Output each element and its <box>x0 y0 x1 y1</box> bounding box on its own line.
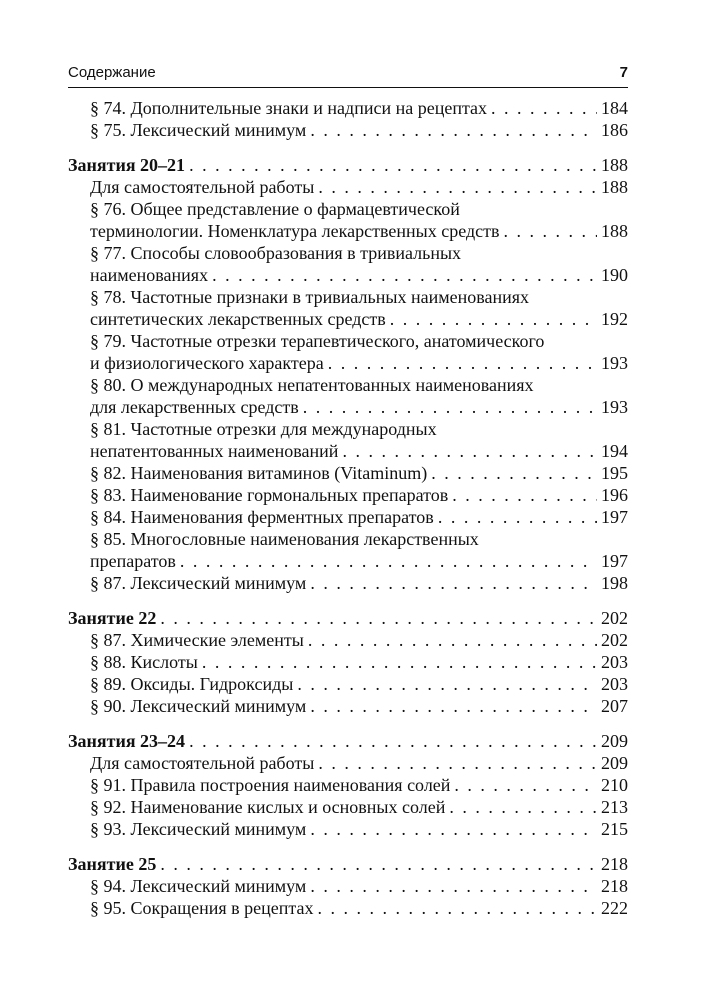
toc-page-number: 197 <box>601 551 628 571</box>
toc-entry <box>68 506 628 528</box>
dot-leader <box>303 396 597 418</box>
toc-section-entry <box>68 730 628 752</box>
dot-leader <box>297 673 597 695</box>
dot-leader <box>431 462 597 484</box>
toc-entry <box>68 440 628 462</box>
toc-page-number: 195 <box>601 463 628 483</box>
dot-leader <box>310 572 597 594</box>
toc-entry-title: § 84. Наименования ферментных препаратов <box>90 507 434 527</box>
dot-leader <box>160 853 597 875</box>
toc-page-number: 188 <box>601 155 628 175</box>
toc-page-number: 218 <box>601 854 628 874</box>
toc-page-number: 196 <box>601 485 628 505</box>
toc-page-number: 209 <box>601 731 628 751</box>
toc-entry-title: § 88. Кислоты <box>90 652 198 672</box>
dot-leader <box>310 119 597 141</box>
toc-entry <box>68 396 628 418</box>
toc-page-number: 207 <box>601 696 628 716</box>
toc-entry-title: § 93. Лексический минимум <box>90 819 307 839</box>
toc-entry-first-line: § 76. Общее представление о фармацевтической <box>90 199 460 219</box>
toc-section-entry <box>68 607 628 629</box>
toc-entry-title: терминологии. Номенклатура лекарственных средств <box>90 221 500 241</box>
dot-leader <box>438 506 597 528</box>
toc-entry-title: препаратов <box>90 551 176 571</box>
toc-entry-title: синтетических лекарственных средств <box>90 309 386 329</box>
toc-entry-title: § 87. Химические элементы <box>90 630 304 650</box>
dot-leader <box>503 220 597 242</box>
toc-entry-title: Для самостоятельной работы <box>90 753 315 773</box>
toc-entry-title: Занятия 23–24 <box>68 731 186 751</box>
header-rule <box>68 87 628 88</box>
toc-entry <box>68 695 628 717</box>
toc-page-number: 193 <box>601 353 628 373</box>
toc-entry <box>68 796 628 818</box>
toc-page-number: 186 <box>601 120 628 140</box>
toc-entry-title: § 92. Наименование кислых и основных солей <box>90 797 446 817</box>
toc-entry-title: § 90. Лексический минимум <box>90 696 307 716</box>
dot-leader <box>328 352 597 374</box>
toc-entry-title: и физиологического характера <box>90 353 324 373</box>
toc-entry <box>68 651 628 673</box>
toc-entry-title: § 87. Лексический минимум <box>90 573 307 593</box>
toc-page-number: 194 <box>601 441 628 461</box>
toc-entry <box>68 462 628 484</box>
dot-leader <box>308 629 597 651</box>
toc-page-number: 190 <box>601 265 628 285</box>
toc-entry <box>68 220 628 242</box>
toc-entry <box>68 308 628 330</box>
toc-page-number: 193 <box>601 397 628 417</box>
toc-page-number: 197 <box>601 507 628 527</box>
toc-page-number: 218 <box>601 876 628 896</box>
toc-entry-title: § 89. Оксиды. Гидроксиды <box>90 674 294 694</box>
toc-entry-title: § 75. Лексический минимум <box>90 120 307 140</box>
dot-leader <box>454 774 597 796</box>
toc-entry <box>68 119 628 141</box>
toc-entry-title: § 74. Дополнительные знаки и надписи на рецептах <box>90 98 488 118</box>
toc-entry <box>68 97 628 119</box>
dot-leader <box>318 752 597 774</box>
dot-leader <box>310 818 597 840</box>
toc-entry-title: Занятия 20–21 <box>68 155 186 175</box>
toc-entry <box>68 752 628 774</box>
toc-page-number: 213 <box>601 797 628 817</box>
running-header-title: Содержание <box>68 64 156 81</box>
toc-page-number: 188 <box>601 221 628 241</box>
toc-entry-title: § 82. Наименования витаминов (Vitaminum) <box>90 463 428 483</box>
toc-entry <box>68 673 628 695</box>
toc-entry <box>68 629 628 651</box>
table-of-contents <box>68 97 628 919</box>
toc-page-number: 202 <box>601 608 628 628</box>
dot-leader <box>390 308 597 330</box>
toc-entry <box>68 264 628 286</box>
toc-entry-title: Занятие 22 <box>68 608 157 628</box>
dot-leader <box>318 176 597 198</box>
dot-leader <box>189 154 597 176</box>
toc-entry-title: § 91. Правила построения наименования солей <box>90 775 451 795</box>
toc-page-number: 192 <box>601 309 628 329</box>
toc-page-number: 210 <box>601 775 628 795</box>
toc-entry <box>68 550 628 572</box>
dot-leader <box>449 796 597 818</box>
toc-page-number: 198 <box>601 573 628 593</box>
toc-entry <box>68 774 628 796</box>
toc-page-number: 222 <box>601 898 628 918</box>
toc-page-number: 203 <box>601 674 628 694</box>
toc-entry-title: непатентованных наименований <box>90 441 339 461</box>
toc-entry <box>68 176 628 198</box>
toc-section-entry <box>68 853 628 875</box>
toc-entry-title: Занятие 25 <box>68 854 157 874</box>
dot-leader <box>310 695 597 717</box>
toc-entry-first-line: § 77. Способы словообразования в тривиальных <box>90 243 462 263</box>
toc-entry-first-line: § 79. Частотные отрезки терапевтического, анатомического <box>90 331 545 351</box>
dot-leader <box>180 550 597 572</box>
dot-leader <box>452 484 597 506</box>
dot-leader <box>212 264 597 286</box>
toc-entry-title: Для самостоятельной работы <box>90 177 315 197</box>
dot-leader <box>491 97 597 119</box>
toc-entry-title: для лекарственных средств <box>90 397 299 417</box>
toc-entry-title: наименованиях <box>90 265 209 285</box>
toc-page-number: 202 <box>601 630 628 650</box>
dot-leader <box>342 440 597 462</box>
toc-entry-first-line: § 78. Частотные признаки в тривиальных наименованиях <box>90 287 530 307</box>
toc-entry-first-line: § 80. О международных непатентованных наименованиях <box>90 375 534 395</box>
toc-entry-title: § 94. Лексический минимум <box>90 876 307 896</box>
dot-leader <box>202 651 597 673</box>
toc-entry <box>68 875 628 897</box>
toc-entry <box>68 572 628 594</box>
toc-page-number: 184 <box>601 98 628 118</box>
toc-entry <box>68 352 628 374</box>
dot-leader <box>189 730 597 752</box>
dot-leader <box>317 897 597 919</box>
toc-page-number: 209 <box>601 753 628 773</box>
dot-leader <box>160 607 597 629</box>
toc-entry <box>68 818 628 840</box>
toc-entry-first-line: § 85. Многословные наименования лекарственных <box>90 529 479 549</box>
page-number: 7 <box>619 64 628 81</box>
toc-entry <box>68 484 628 506</box>
toc-entry-first-line: § 81. Частотные отрезки для международных <box>90 419 437 439</box>
toc-entry-title: § 83. Наименование гормональных препаратов <box>90 485 449 505</box>
running-header <box>68 64 628 84</box>
toc-section-entry <box>68 154 628 176</box>
toc-page-number: 215 <box>601 819 628 839</box>
toc-entry <box>68 897 628 919</box>
toc-page-number: 188 <box>601 177 628 197</box>
toc-page-number: 203 <box>601 652 628 672</box>
dot-leader <box>310 875 597 897</box>
toc-entry-title: § 95. Сокращения в рецептах <box>90 898 314 918</box>
